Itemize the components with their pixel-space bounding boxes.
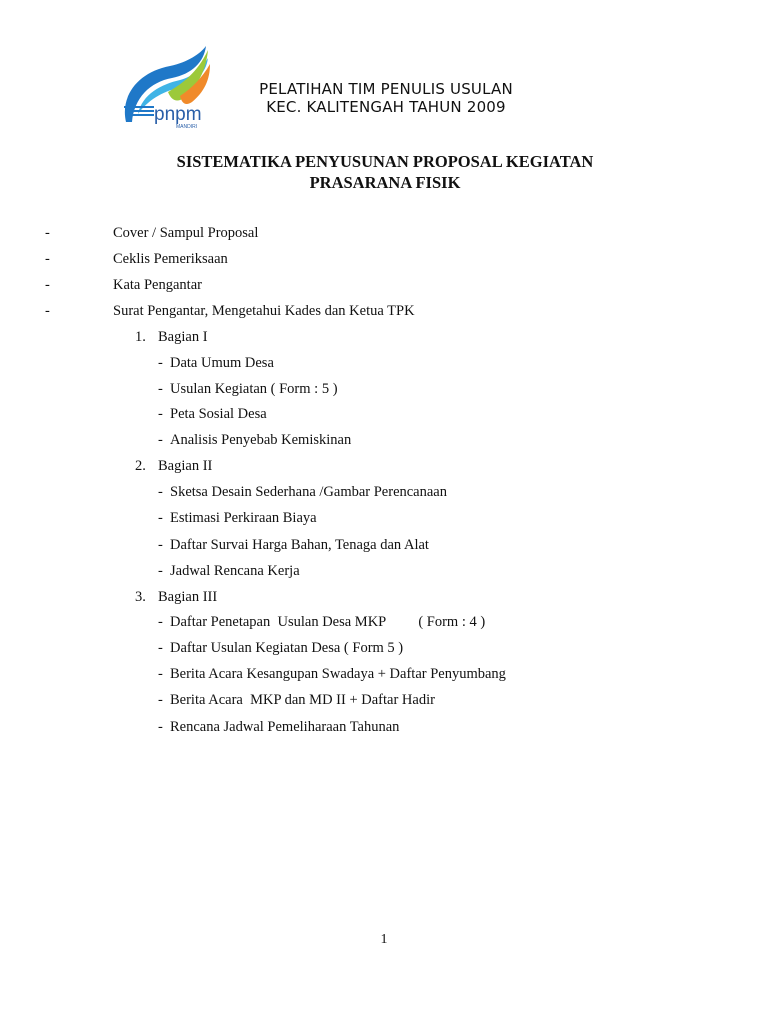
sub-marker: - xyxy=(158,510,163,526)
sub-marker: - xyxy=(158,355,163,371)
section-label: Bagian III xyxy=(158,589,218,605)
list-marker: - xyxy=(45,277,50,293)
sub-item: Peta Sosial Desa xyxy=(170,406,267,422)
sub-item: Analisis Penyebab Kemiskinan xyxy=(170,432,352,448)
document-title xyxy=(100,151,670,193)
section-label: Bagian I xyxy=(158,329,208,345)
sub-marker: - xyxy=(158,432,163,448)
title-line-2: PRASARANA FISIK xyxy=(309,173,461,192)
list-item-text: Cover / Sampul Proposal xyxy=(113,225,259,241)
sub-marker: - xyxy=(158,640,163,656)
sub-item: Daftar Penetapan Usulan Desa MKP ( Form : 4 ) xyxy=(170,614,486,630)
sub-marker: - xyxy=(158,614,163,630)
logo-subtext: MANDIRI xyxy=(176,124,198,130)
sub-marker: - xyxy=(158,719,163,735)
list-marker: - xyxy=(45,225,50,241)
pnpm-logo-graphic xyxy=(118,44,214,136)
sub-item: Daftar Survai Harga Bahan, Tenaga dan Alat xyxy=(170,537,429,553)
sub-marker: - xyxy=(158,692,163,708)
sub-item: Daftar Usulan Kegiatan Desa ( Form 5 ) xyxy=(170,640,404,656)
sub-marker: - xyxy=(158,484,163,500)
title-line-1: SISTEMATIKA PENYUSUNAN PROPOSAL KEGIATAN xyxy=(176,152,594,171)
sub-item: Rencana Jadwal Pemeliharaan Tahunan xyxy=(170,719,400,735)
sub-item: Berita Acara MKP dan MD II + Daftar Hadir xyxy=(170,692,435,708)
logo-wordmark: pnpm xyxy=(154,104,202,125)
page-number: 1 xyxy=(380,932,388,947)
pnpm-logo xyxy=(118,44,214,136)
list-marker: - xyxy=(45,251,50,267)
section-number: 1. xyxy=(135,329,146,345)
header-line-2: KEC. KALITENGAH TAHUN 2009 xyxy=(266,98,506,116)
section-number: 3. xyxy=(135,589,146,605)
sub-marker: - xyxy=(158,406,163,422)
sub-item: Estimasi Perkiraan Biaya xyxy=(170,510,317,526)
list-item-text: Ceklis Pemeriksaan xyxy=(113,251,228,267)
header-line-1: PELATIHAN TIM PENULIS USULAN xyxy=(259,80,513,98)
list-marker: - xyxy=(45,303,50,319)
section-label: Bagian II xyxy=(158,458,213,474)
sub-marker: - xyxy=(158,666,163,682)
sub-marker: - xyxy=(158,537,163,553)
sub-marker: - xyxy=(158,381,163,397)
header xyxy=(214,80,558,116)
sub-item: Berita Acara Kesangupan Swadaya + Daftar Penyumbang xyxy=(170,666,506,682)
list-item-text: Surat Pengantar, Mengetahui Kades dan Ketua TPK xyxy=(113,303,415,319)
sub-marker: - xyxy=(158,563,163,579)
sub-item: Data Umum Desa xyxy=(170,355,274,371)
section-number: 2. xyxy=(135,458,146,474)
sub-item: Sketsa Desain Sederhana /Gambar Perencanaan xyxy=(170,484,447,500)
sub-item: Jadwal Rencana Kerja xyxy=(170,563,300,579)
list-item-text: Kata Pengantar xyxy=(113,277,202,293)
sub-item: Usulan Kegiatan ( Form : 5 ) xyxy=(170,381,338,397)
